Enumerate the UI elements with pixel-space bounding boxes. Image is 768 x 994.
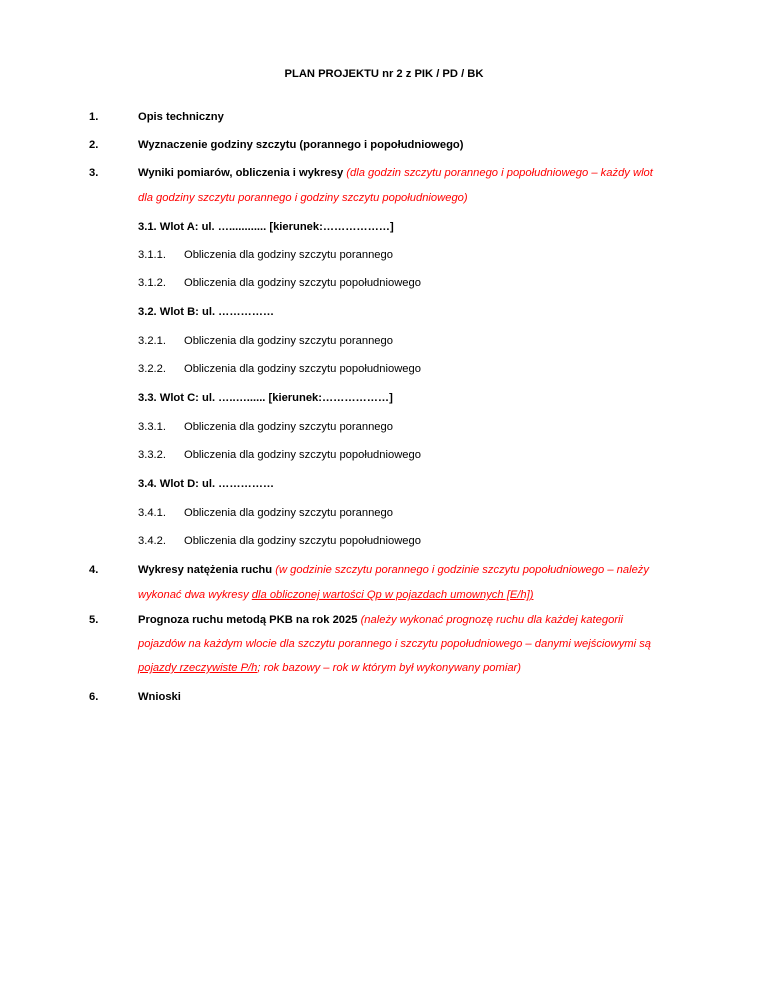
subitem-label: Obliczenia dla godziny szczytu popołudniowego — [184, 535, 421, 547]
subsection-heading: 3.2. Wlot B: ul. …………… — [138, 306, 275, 318]
item-number: 4. — [89, 564, 99, 576]
item-note: (należy wykonać prognozę ruchu dla każdej kategorii — [360, 614, 623, 626]
item-note-underlined: dla obliczonej wartości Qp w pojazdach umownych [E/h]) — [251, 589, 534, 601]
subitem-label: Obliczenia dla godziny szczytu porannego — [184, 249, 393, 261]
subsection-heading: 3.1. Wlot A: ul. …............ [kierunek:………………] — [138, 221, 394, 233]
subitem-label: Obliczenia dla godziny szczytu porannego — [184, 421, 393, 433]
subitem-number: 3.4.2. — [138, 535, 166, 547]
item-line — [138, 613, 623, 627]
item-line — [138, 563, 649, 577]
item-note: (w godzinie szczytu porannego i godzinie szczytu popołudniowego – należy — [275, 564, 649, 576]
document-title: PLAN PROJEKTU nr 2 z PIK / PD / BK — [284, 68, 484, 80]
item-note: wykonać dwa wykresy — [138, 589, 252, 601]
subsection-heading: 3.4. Wlot D: ul. …………… — [138, 478, 275, 490]
item-label: Wykresy natężenia ruchu — [138, 564, 273, 576]
item-number: 2. — [89, 139, 99, 151]
item-number: 6. — [89, 691, 99, 703]
subitem-number: 3.2.1. — [138, 335, 166, 347]
subitem-number: 3.3.2. — [138, 449, 166, 461]
item-number: 3. — [89, 167, 99, 179]
item-note: dla godziny szczytu porannego i godziny szczytu popołudniowego) — [138, 192, 468, 204]
item-note-underlined: pojazdy rzeczywiste P/h — [138, 662, 258, 674]
item-label: Opis techniczny — [138, 111, 224, 123]
item-note: pojazdów na każdym wlocie dla szczytu porannego i szczytu popołudniowego – danymi wejściowymi są — [138, 638, 652, 650]
item-line — [138, 588, 533, 602]
subitem-number: 3.3.1. — [138, 421, 166, 433]
subitem-number: 3.2.2. — [138, 363, 166, 375]
item-note: (dla godzin szczytu porannego i popołudniowego – każdy wlot — [346, 167, 653, 179]
subitem-label: Obliczenia dla godziny szczytu popołudniowego — [184, 277, 421, 289]
item-line — [138, 166, 653, 180]
subitem-label: Obliczenia dla godziny szczytu popołudniowego — [184, 449, 421, 461]
item-number: 5. — [89, 614, 99, 626]
item-number: 1. — [89, 111, 99, 123]
item-label: Wyznaczenie godziny szczytu (porannego i popołudniowego) — [138, 139, 464, 151]
subitem-number: 3.1.2. — [138, 277, 166, 289]
item-note: ; rok bazowy – rok w którym był wykonywany pomiar) — [257, 662, 521, 674]
subitem-number: 3.1.1. — [138, 249, 166, 261]
subitem-number: 3.4.1. — [138, 507, 166, 519]
item-label: Wyniki pomiarów, obliczenia i wykresy — [138, 167, 344, 179]
subsection-heading: 3.3. Wlot C: ul. …..…...... [kierunek:………………] — [138, 392, 393, 404]
subitem-label: Obliczenia dla godziny szczytu porannego — [184, 507, 393, 519]
subitem-label: Obliczenia dla godziny szczytu popołudniowego — [184, 363, 421, 375]
item-label: Wnioski — [138, 691, 181, 703]
item-line — [138, 661, 521, 675]
item-label: Prognoza ruchu metodą PKB na rok 2025 — [138, 614, 358, 626]
subitem-label: Obliczenia dla godziny szczytu porannego — [184, 335, 393, 347]
